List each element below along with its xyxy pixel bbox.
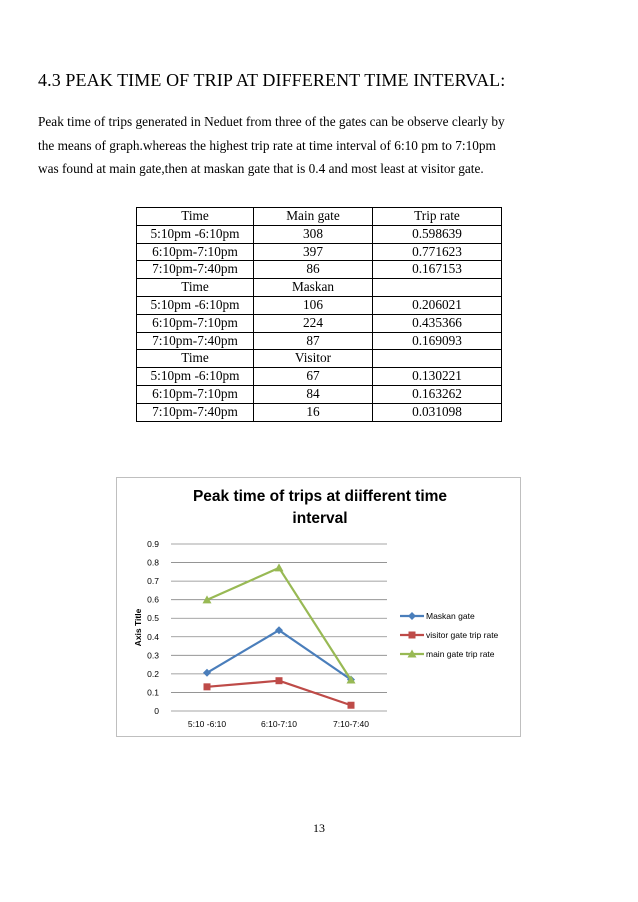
data-point	[276, 677, 283, 684]
line-chart	[117, 478, 522, 738]
table-row	[137, 243, 502, 261]
table-row	[137, 403, 502, 421]
y-tick-label: 0.3	[147, 650, 159, 661]
body-paragraph	[38, 110, 603, 181]
y-tick-label: 0	[154, 706, 159, 716]
table-cell: 0.167153	[373, 261, 502, 279]
table-cell: Main gate	[254, 208, 373, 226]
section-heading: 4.3 PEAK TIME OF TRIP AT DIFFERENT TIME INTERVAL:	[38, 70, 506, 90]
page-number: 13	[313, 821, 325, 835]
x-tick-label: 7:10-7:40	[333, 719, 369, 729]
legend-marker	[408, 612, 416, 620]
y-tick-label: 0.1	[147, 687, 159, 698]
legend-marker	[409, 632, 416, 639]
table-cell: 0.598639	[373, 225, 502, 243]
table-row	[137, 208, 502, 226]
table-cell: 7:10pm-7:40pm	[137, 403, 254, 421]
table-cell: Time	[137, 208, 254, 226]
table-row	[137, 350, 502, 368]
table-row	[137, 385, 502, 403]
table-cell: 308	[254, 225, 373, 243]
table-cell: Maskan	[254, 279, 373, 297]
table-row	[137, 279, 502, 297]
y-tick-label: 0.5	[147, 613, 159, 624]
y-tick-label: 0.2	[147, 668, 159, 679]
table-cell: 7:10pm-7:40pm	[137, 261, 254, 279]
legend-label: main gate trip rate	[426, 649, 495, 659]
table-row	[137, 261, 502, 279]
x-tick-label: 6:10-7:10	[261, 719, 297, 729]
table-cell: 224	[254, 314, 373, 332]
table-cell: 0.206021	[373, 296, 502, 314]
table-cell: 5:10pm -6:10pm	[137, 225, 254, 243]
chart-container	[116, 477, 521, 737]
table-row	[137, 332, 502, 350]
table-cell: 5:10pm -6:10pm	[137, 368, 254, 386]
table-cell: 67	[254, 368, 373, 386]
data-point	[348, 702, 355, 709]
table-cell: 86	[254, 261, 373, 279]
table-cell: 0.163262	[373, 385, 502, 403]
table-row	[137, 225, 502, 243]
chart-title-line: Peak time of trips at diifferent time	[192, 488, 448, 505]
series-line	[207, 630, 351, 679]
series-line	[207, 568, 351, 680]
data-point	[275, 563, 284, 571]
y-tick-label: 0.9	[147, 539, 159, 549]
table-cell: 0.771623	[373, 243, 502, 261]
table-cell: 397	[254, 243, 373, 261]
x-tick-label: 5:10 -6:10	[187, 719, 227, 729]
table-cell: 6:10pm-7:10pm	[137, 385, 254, 403]
table-row	[137, 314, 502, 332]
table-cell: 6:10pm-7:10pm	[137, 243, 254, 261]
y-tick-label: 0.8	[147, 557, 159, 568]
series-line	[207, 681, 351, 706]
data-point	[204, 683, 211, 690]
table-cell: 6:10pm-7:10pm	[137, 314, 254, 332]
table-cell: 0.031098	[373, 403, 502, 421]
table-cell: 0.169093	[373, 332, 502, 350]
y-tick-label: 0.6	[147, 594, 159, 605]
table-cell	[373, 350, 502, 368]
paragraph-line: Peak time of trips generated in Neduet from three of the gates can be observe clearly by	[38, 114, 505, 129]
table-cell: 0.435366	[373, 314, 502, 332]
table-cell: 7:10pm-7:40pm	[137, 332, 254, 350]
chart-title-line: interval	[292, 510, 348, 527]
table-cell: Trip rate	[373, 208, 502, 226]
table-cell: Time	[137, 279, 254, 297]
y-tick-label: 0.7	[147, 576, 159, 587]
table-cell: Visitor	[254, 350, 373, 368]
y-tick-label: 0.4	[147, 631, 159, 642]
table-cell: 5:10pm -6:10pm	[137, 296, 254, 314]
paragraph-line: was found at main gate,then at maskan gate that is 0.4 and most least at visitor gate.	[38, 161, 484, 176]
legend-label: Maskan gate	[426, 611, 475, 621]
table-cell: Time	[137, 350, 254, 368]
y-axis-title: Axis Title	[133, 608, 143, 647]
table-row	[137, 296, 502, 314]
legend-label: visitor gate trip rate	[426, 630, 499, 640]
trip-rate-table	[136, 207, 502, 422]
table-cell	[373, 279, 502, 297]
table-row	[137, 368, 502, 386]
table-cell: 106	[254, 296, 373, 314]
table-cell: 0.130221	[373, 368, 502, 386]
table-cell: 84	[254, 385, 373, 403]
paragraph-line: the means of graph.whereas the highest trip rate at time interval of 6:10 pm to 7:10pm	[38, 137, 496, 153]
table-cell: 16	[254, 403, 373, 421]
table-cell: 87	[254, 332, 373, 350]
